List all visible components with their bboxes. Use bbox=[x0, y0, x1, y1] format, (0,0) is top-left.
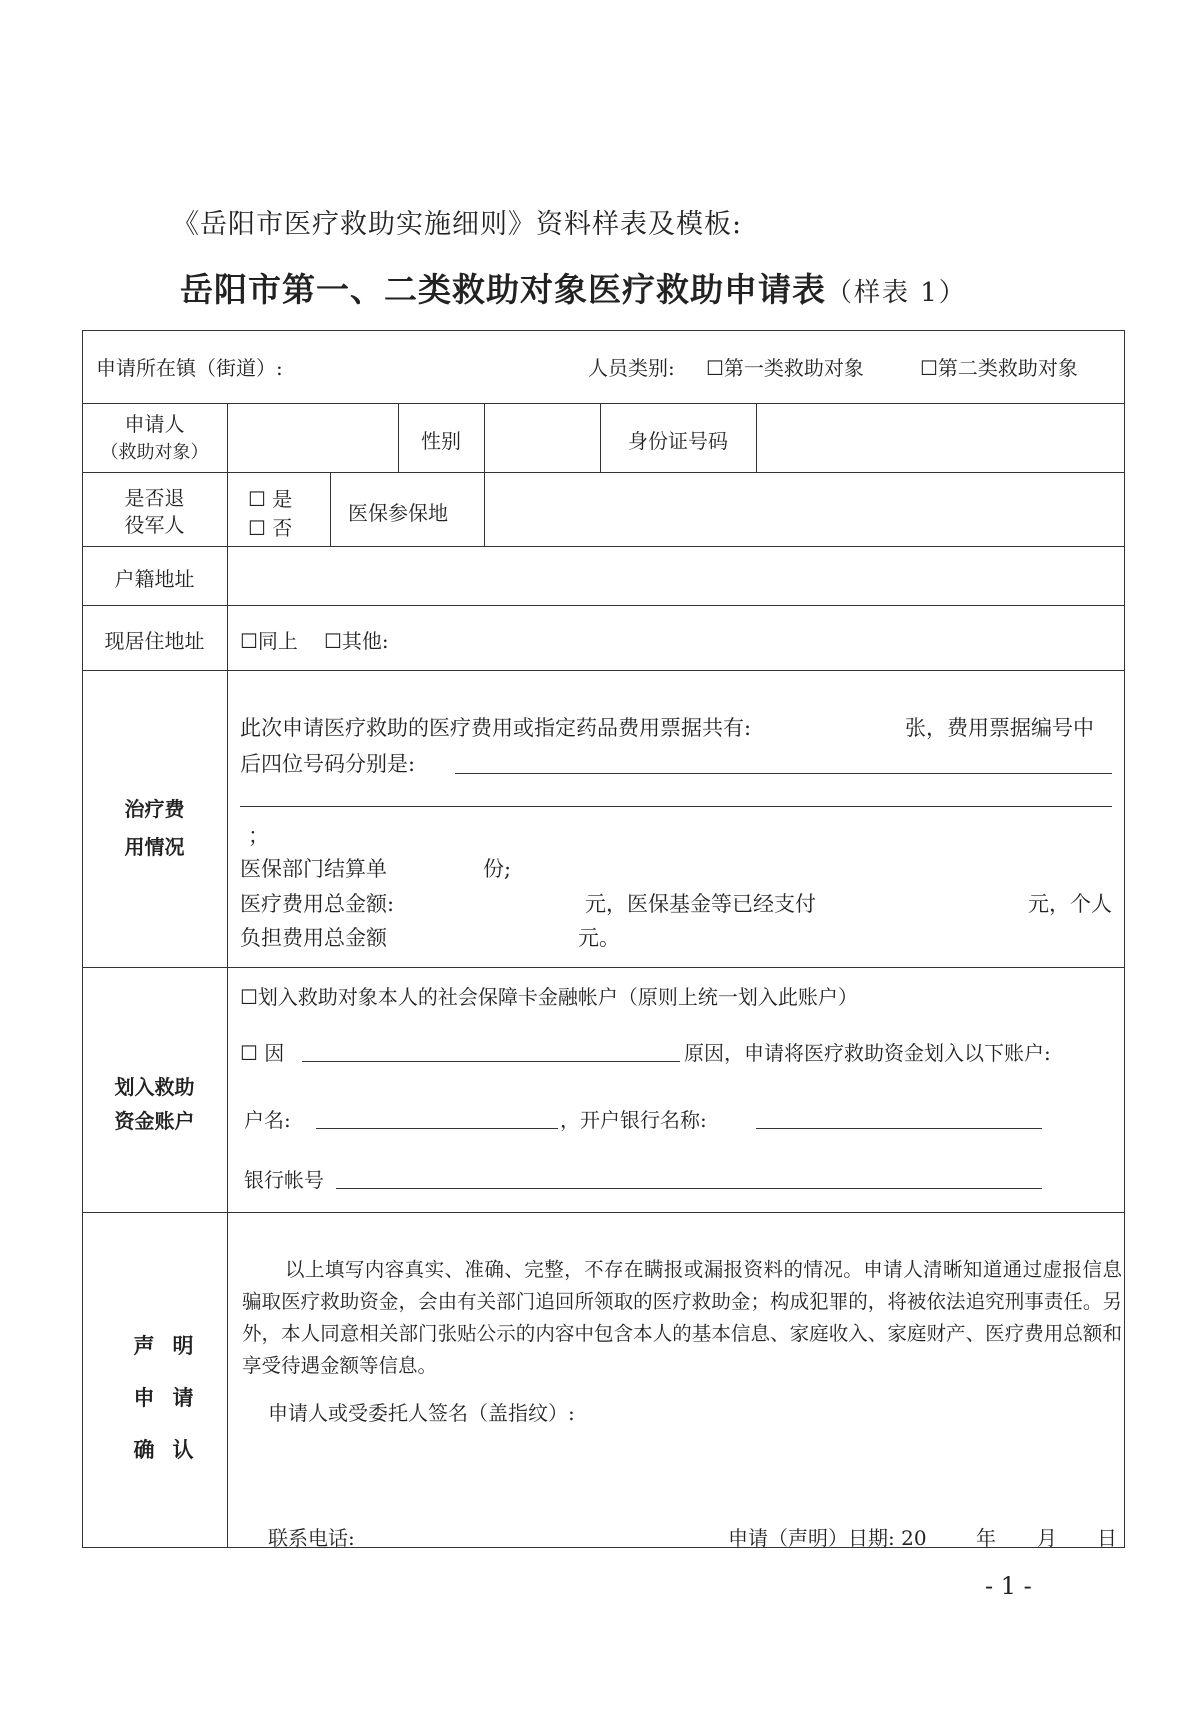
table-border-bottom bbox=[82, 1547, 1125, 1548]
bank-account-field[interactable] bbox=[336, 1188, 1042, 1189]
document-subtitle: 《岳阳市医疗救助实施细则》资料样表及模板: bbox=[172, 209, 743, 240]
residence-address-label: 现居住地址 bbox=[104, 629, 205, 653]
receipt-digits-field[interactable] bbox=[455, 773, 1112, 774]
row-divider bbox=[82, 670, 1125, 671]
self-pay-label: 负担费用总金额 bbox=[240, 926, 387, 950]
cell-divider bbox=[484, 403, 485, 472]
insurance-location-label: 医保参保地 bbox=[348, 501, 448, 525]
id-number-label: 身份证号码 bbox=[628, 429, 728, 453]
applicant-label: 申请人 bbox=[124, 412, 185, 436]
phone-label: 联系电话: bbox=[268, 1526, 355, 1550]
date-day-label: 日 bbox=[1097, 1526, 1117, 1550]
bank-name-label: ，开户银行名称: bbox=[560, 1108, 707, 1132]
row-divider bbox=[82, 403, 1125, 404]
signature-label: 申请人或受委托人签名（盖指纹）: bbox=[268, 1401, 575, 1425]
table-border-right bbox=[1124, 330, 1125, 1547]
declaration-label bbox=[100, 1320, 245, 1476]
declaration-text-block bbox=[242, 1254, 1122, 1382]
settlement-label: 医保部门结算单 bbox=[240, 857, 387, 881]
veteran-label-line1: 是否退 bbox=[124, 486, 185, 510]
account-name-label: 户名: bbox=[244, 1108, 291, 1132]
page-number: - 1 - bbox=[985, 1572, 1032, 1600]
form-title-main: 岳阳市第一、二类救助对象医疗救助申请表 bbox=[180, 270, 826, 309]
town-label: 申请所在镇（街道）: bbox=[96, 356, 283, 380]
declaration-label-3: 确认 bbox=[133, 1438, 212, 1462]
receipts-number-text: 张，费用票据编号中 bbox=[905, 716, 1094, 740]
date-year-label: 年 bbox=[976, 1526, 996, 1550]
bank-account-label: 银行帐号 bbox=[244, 1168, 324, 1192]
row-divider bbox=[82, 605, 1125, 606]
category-first-checkbox[interactable]: ☐第一类救助对象 bbox=[706, 356, 864, 380]
other-address-checkbox[interactable]: ☐其他: bbox=[324, 629, 389, 653]
personal-label: 元，个人 bbox=[1028, 892, 1112, 916]
cell-divider bbox=[756, 403, 757, 472]
account-label-line1: 划入救助 bbox=[114, 1075, 195, 1099]
table-border-top bbox=[82, 330, 1125, 331]
form-title-suffix: （样表 1） bbox=[826, 278, 967, 308]
declaration-date-label: 申请（声明）日期: 20 bbox=[728, 1526, 927, 1550]
gender-label: 性别 bbox=[421, 429, 461, 453]
row-divider bbox=[82, 546, 1125, 547]
other-account-checkbox[interactable]: ☐ 因 bbox=[240, 1041, 285, 1065]
declaration-label-1: 声明 bbox=[133, 1334, 212, 1358]
row-divider bbox=[82, 1212, 1125, 1213]
semicolon: ； bbox=[248, 824, 269, 848]
social-card-account-checkbox[interactable]: ☐划入救助对象本人的社会保障卡金融帐户（原则上统一划入此账户） bbox=[240, 985, 858, 1009]
category-label: 人员类别: bbox=[588, 356, 675, 380]
receipt-digits-label: 后四位号码分别是: bbox=[240, 752, 416, 776]
reason-field[interactable] bbox=[302, 1061, 680, 1062]
veteran-label-line2: 役军人 bbox=[124, 513, 185, 537]
cell-divider bbox=[330, 472, 331, 546]
settlement-unit: 份; bbox=[483, 857, 512, 881]
bank-name-field[interactable] bbox=[756, 1128, 1042, 1129]
veteran-yes-checkbox[interactable]: ☐ 是 bbox=[248, 487, 293, 511]
self-pay-unit: 元。 bbox=[578, 926, 620, 950]
account-name-field[interactable] bbox=[316, 1128, 558, 1129]
same-as-above-checkbox[interactable]: ☐同上 bbox=[240, 629, 298, 653]
account-label-line2: 资金账户 bbox=[114, 1109, 195, 1133]
category-second-checkbox[interactable]: ☐第二类救助对象 bbox=[920, 356, 1078, 380]
cell-divider bbox=[484, 472, 485, 546]
form-title bbox=[180, 264, 967, 311]
applicant-sublabel: （救助对象） bbox=[100, 442, 209, 463]
total-cost-label: 医疗费用总金额: bbox=[240, 892, 395, 916]
date-month-label: 月 bbox=[1037, 1526, 1057, 1550]
fund-paid-label: 元，医保基金等已经支付 bbox=[585, 892, 816, 916]
row-divider bbox=[82, 472, 1125, 473]
veteran-no-checkbox[interactable]: ☐ 否 bbox=[248, 516, 293, 540]
treatment-label-line1: 治疗费 bbox=[124, 797, 185, 821]
receipt-digits-field-continued[interactable] bbox=[240, 806, 1112, 807]
household-address-label: 户籍地址 bbox=[114, 567, 195, 591]
reason-suffix-text: 原因，申请将医疗救助资金划入以下账户: bbox=[684, 1041, 1051, 1065]
declaration-label-2: 申请 bbox=[133, 1386, 212, 1410]
declaration-text: 以上填写内容真实、准确、完整，不存在瞒报或漏报资料的情况。申请人清晰知道通过虚报信息骗取医疗救助资金，会由有关部门追回所领取的医疗救助金；构成犯罪的，将被依法追究刑事责任。另外，本人同意相关部门张贴公示的内容中包含本人的基本信息、家庭收入、家庭财产、医疗费用总额和享受待遇金额等信息。 bbox=[242, 1258, 1122, 1377]
receipts-count-text: 此次申请医疗救助的医疗费用或指定药品费用票据共有: bbox=[240, 716, 752, 740]
row-divider bbox=[82, 967, 1125, 968]
treatment-label-line2: 用情况 bbox=[124, 835, 185, 859]
